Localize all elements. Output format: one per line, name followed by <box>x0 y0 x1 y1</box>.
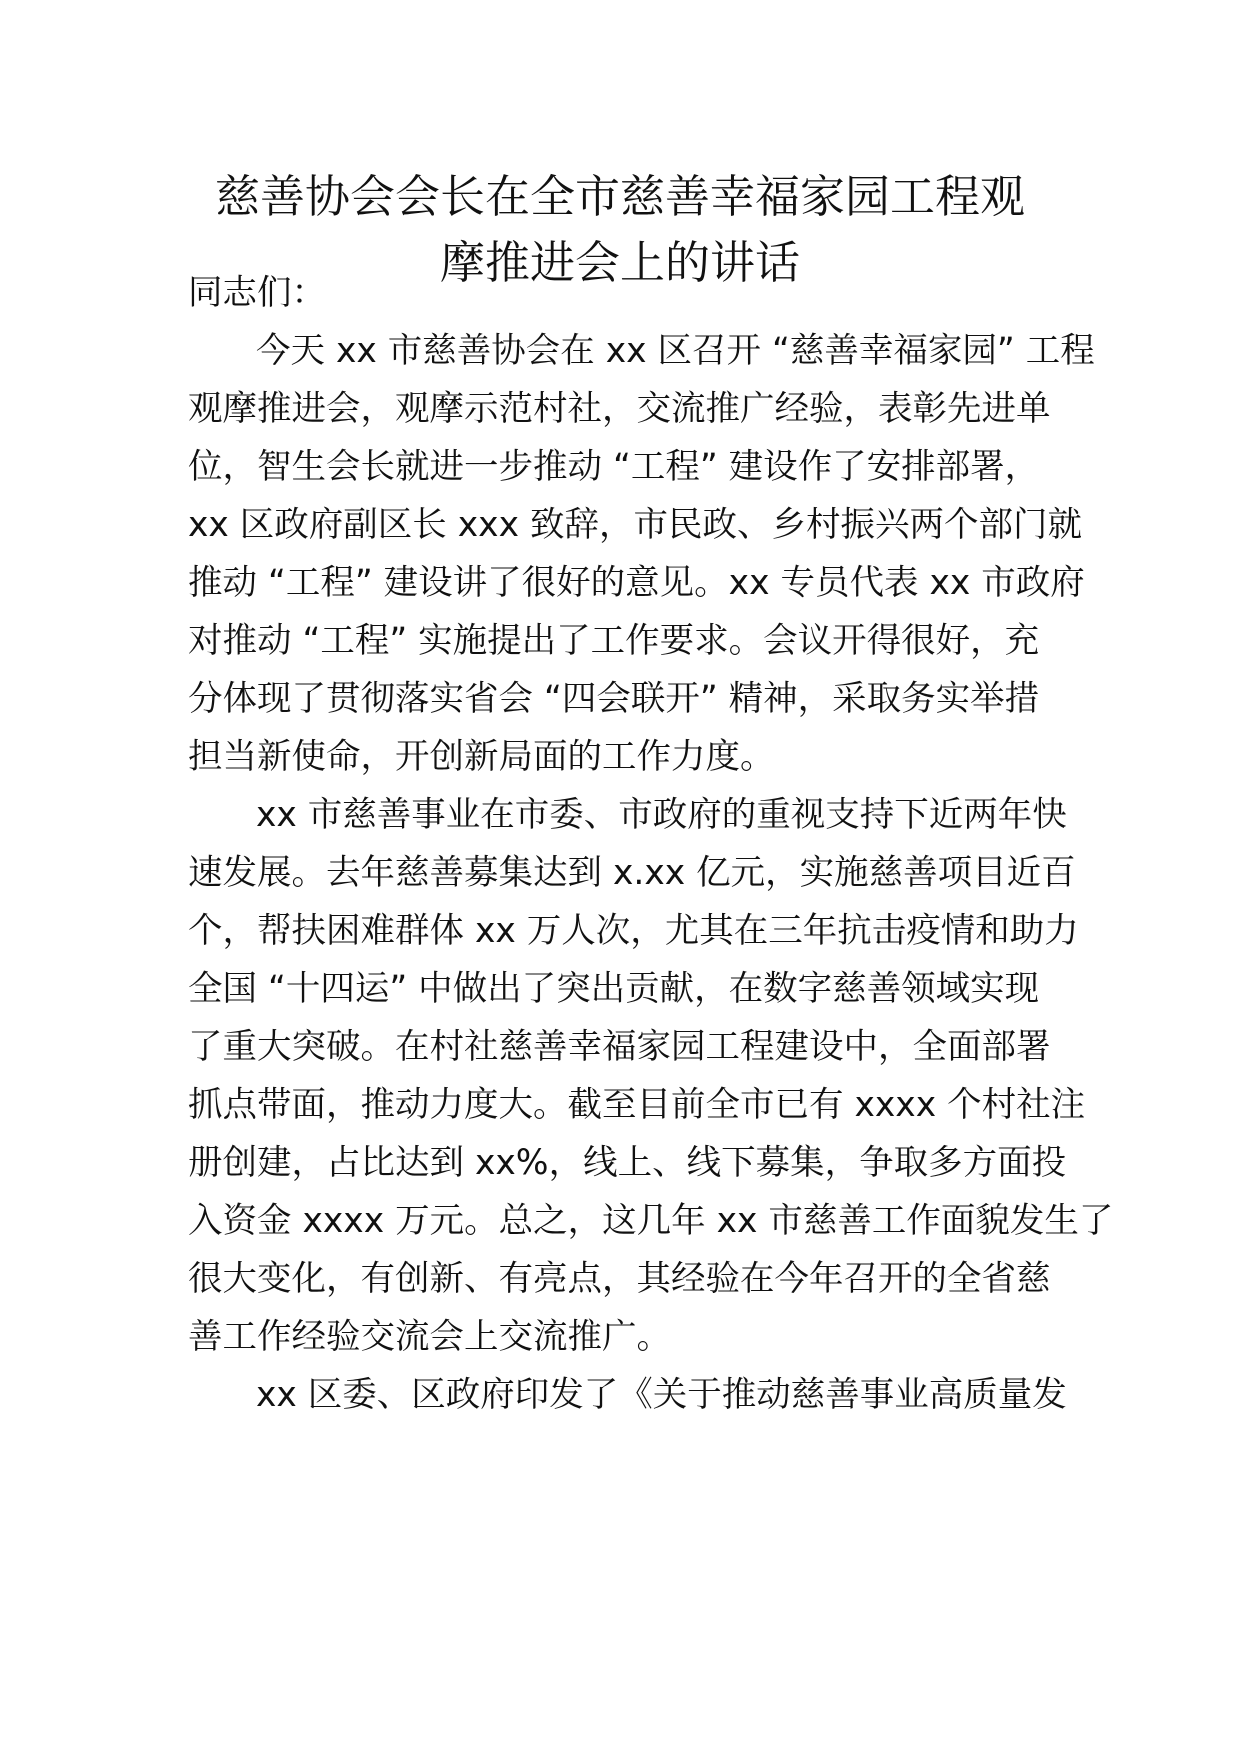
paragraph-1-line: 今天 xx 市慈善协会在 xx 区召开 “慈善幸福家园” 工程 <box>256 331 1095 371</box>
paragraph-2-line: 抓点带面，推动力度大。截至目前全市已有 xxxx 个村社注 <box>188 1085 1086 1125</box>
paragraph-1-line: 推动 “工程” 建设讲了很好的意见。xx 专员代表 xx 市政府 <box>188 563 1085 603</box>
paragraph-2-line: xx 市慈善事业在市委、市政府的重视支持下近两年快 <box>256 795 1067 835</box>
document-title-line-1: 慈善协会会长在全市慈善幸福家园工程观 <box>214 170 1025 223</box>
paragraph-2-line: 善工作经验交流会上交流推广。 <box>188 1317 671 1357</box>
paragraph-2-line: 速发展。去年慈善募集达到 x.xx 亿元，实施慈善项目近百 <box>188 853 1076 893</box>
paragraph-2-line: 全国 “十四运” 中做出了突出贡献，在数字慈善领域实现 <box>188 969 1040 1009</box>
paragraph-3-line: xx 区委、区政府印发了《关于推动慈善事业高质量发 <box>256 1375 1067 1415</box>
paragraph-2-line: 很大变化，有创新、有亮点，其经验在今年召开的全省慈 <box>188 1259 1051 1299</box>
paragraph-2-line: 册创建，占比达到 xx%，线上、线下募集，争取多方面投 <box>188 1143 1067 1183</box>
paragraph-1-line: 担当新使命，开创新局面的工作力度。 <box>188 737 775 777</box>
paragraph-1-line: 对推动 “工程” 实施提出了工作要求。会议开得很好，充 <box>188 621 1040 661</box>
document-title-line-2: 摩推进会上的讲话 <box>439 236 800 289</box>
paragraph-1-line: 位，智生会长就进一步推动 “工程” 建设作了安排部署， <box>188 447 1040 487</box>
paragraph-1-line: 观摩推进会，观摩示范村社，交流推广经验，表彰先进单 <box>188 389 1051 429</box>
paragraph-2-line: 了重大突破。在村社慈善幸福家园工程建设中，全面部署 <box>188 1027 1051 1067</box>
paragraph-2-line: 入资金 xxxx 万元。总之，这几年 xx 市慈善工作面貌发生了 <box>188 1201 1114 1241</box>
paragraph-1-line: 分体现了贯彻落实省会 “四会联开” 精神，采取务实举措 <box>188 679 1040 719</box>
salutation: 同志们： <box>188 273 326 313</box>
paragraph-2-line: 个，帮扶困难群体 xx 万人次，尤其在三年抗击疫情和助力 <box>188 911 1079 951</box>
paragraph-1-line: xx 区政府副区长 xxx 致辞，市民政、乡村振兴两个部门就 <box>188 505 1082 545</box>
